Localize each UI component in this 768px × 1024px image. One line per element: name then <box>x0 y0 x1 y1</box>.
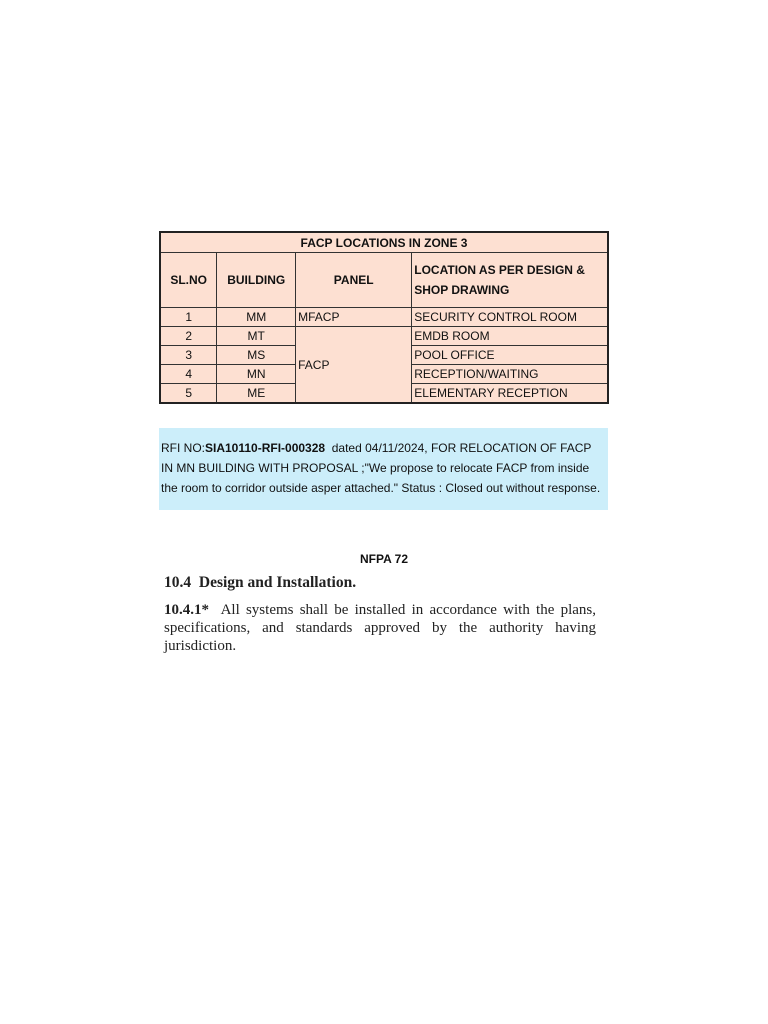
cell-location: ELEMENTARY RECEPTION <box>412 384 608 404</box>
rfi-note-box <box>159 428 608 510</box>
rfi-body: dated 04/11/2024, FOR RELOCATION OF FACP IN MN BUILDING WITH PROPOSAL ;"We propose to relocate FACP from inside the room to corridor outside asper attached." Status : Closed out without response. <box>161 441 601 495</box>
cell-building: MM <box>217 308 296 327</box>
rfi-number: SIA10110-RFI-000328 <box>205 441 326 455</box>
excerpt-clause <box>164 601 600 655</box>
cell-building: ME <box>217 384 296 404</box>
cell-panel: MFACP <box>296 308 412 327</box>
header-location: LOCATION AS PER DESIGN & SHOP DRAWING <box>412 253 608 308</box>
cell-building: MS <box>217 346 296 365</box>
cell-slno: 3 <box>160 346 217 365</box>
table-header-row <box>160 253 608 308</box>
cell-slno: 4 <box>160 365 217 384</box>
header-panel: PANEL <box>296 253 412 308</box>
table-title-row <box>160 232 608 253</box>
cell-location: SECURITY CONTROL ROOM <box>412 308 608 327</box>
clause-number: 10.4.1* <box>164 602 209 618</box>
cell-slno: 1 <box>160 308 217 327</box>
cell-building: MN <box>217 365 296 384</box>
table-row <box>160 308 608 327</box>
cell-location: EMDB ROOM <box>412 327 608 346</box>
cell-slno: 2 <box>160 327 217 346</box>
cell-building: MT <box>217 327 296 346</box>
facp-locations-table <box>159 231 609 404</box>
cell-panel-merged: FACP <box>296 327 412 404</box>
rfi-prefix: RFI NO: <box>161 441 205 455</box>
cell-location: POOL OFFICE <box>412 346 608 365</box>
table-row <box>160 327 608 346</box>
excerpt-heading: 10.4 Design and Installation. <box>164 574 357 591</box>
clause-text: All systems shall be installed in accordance with the plans, specifications, and standards approved by the authority having jurisdiction. <box>164 602 600 654</box>
cell-location: RECEPTION/WAITING <box>412 365 608 384</box>
cell-slno: 5 <box>160 384 217 404</box>
nfpa-excerpt <box>164 574 600 655</box>
header-building: BUILDING <box>217 253 296 308</box>
table-title: FACP LOCATIONS IN ZONE 3 <box>160 232 608 253</box>
header-slno: SL.NO <box>160 253 217 308</box>
nfpa-title: NFPA 72 <box>359 552 408 566</box>
